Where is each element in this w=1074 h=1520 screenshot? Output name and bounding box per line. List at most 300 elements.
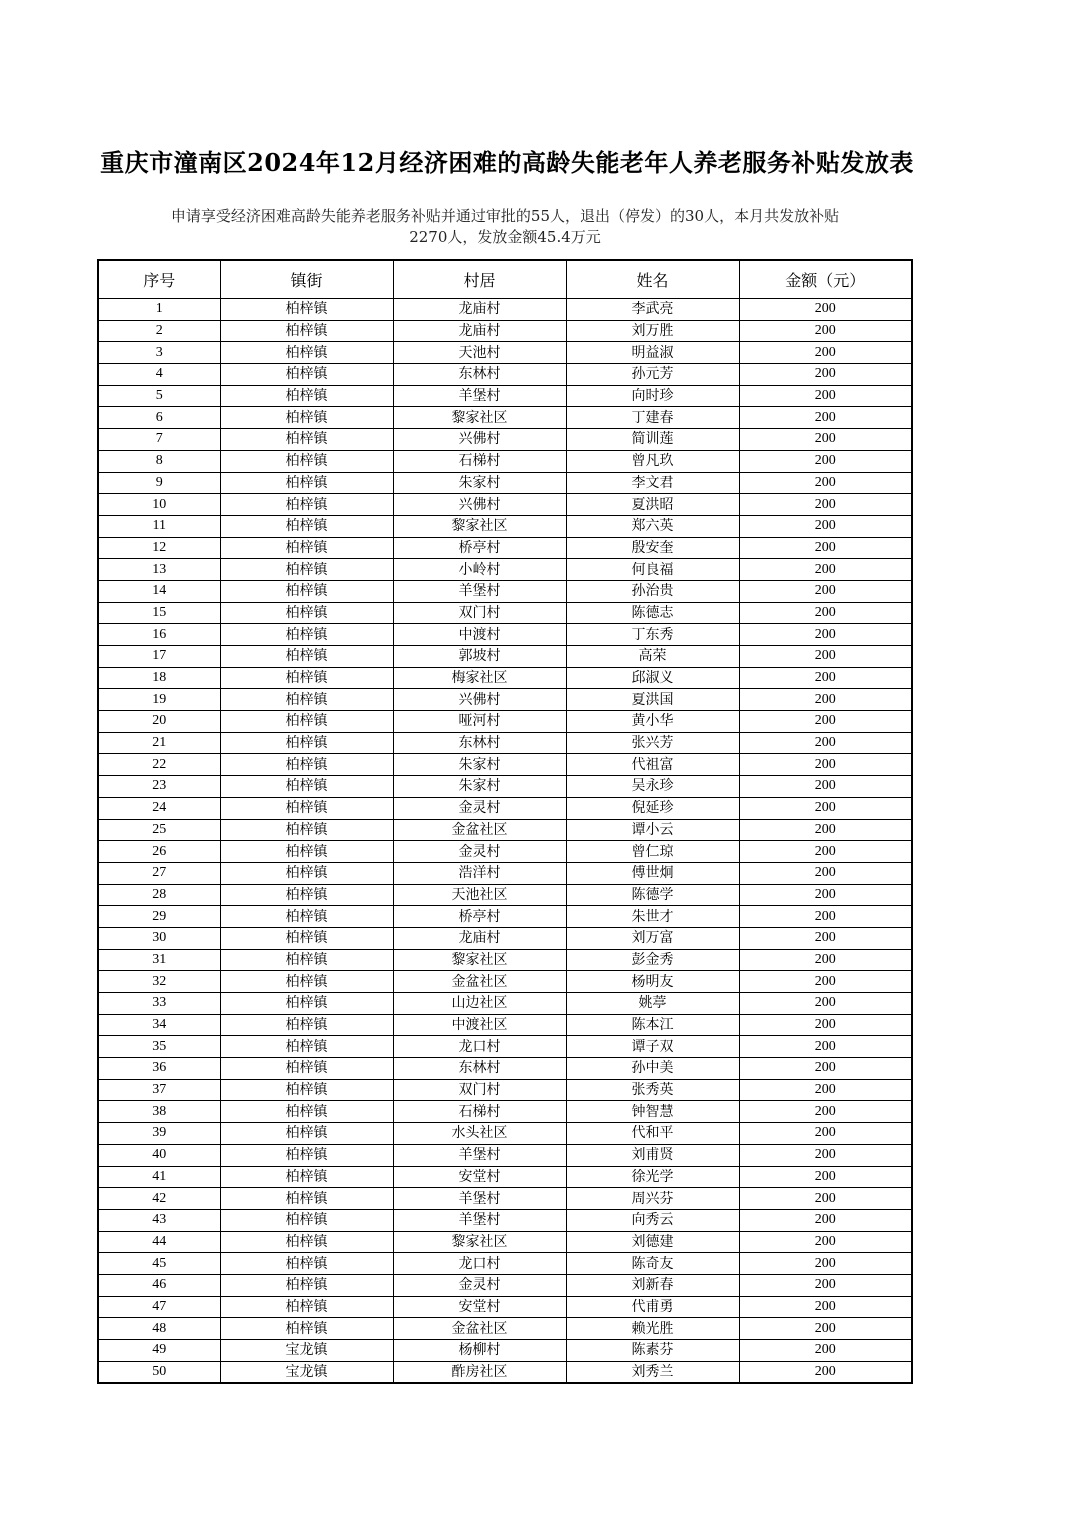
cell-index: 14	[98, 580, 220, 602]
cell-name: 简训莲	[566, 429, 739, 451]
cell-name: 刘万胜	[566, 320, 739, 342]
cell-amount: 200	[739, 1296, 912, 1318]
cell-amount: 200	[739, 1253, 912, 1275]
cell-village: 黎家社区	[393, 515, 566, 537]
cell-village: 山边社区	[393, 993, 566, 1015]
cell-town: 柏梓镇	[220, 1253, 393, 1275]
table-row	[98, 602, 912, 624]
cell-town: 柏梓镇	[220, 320, 393, 342]
table-row	[98, 711, 912, 733]
cell-index: 18	[98, 667, 220, 689]
cell-village: 石梯村	[393, 1101, 566, 1123]
cell-index: 11	[98, 515, 220, 537]
cell-village: 金盆社区	[393, 1318, 566, 1340]
cell-name: 刘秀兰	[566, 1361, 739, 1383]
cell-amount: 200	[739, 429, 912, 451]
cell-name: 谭子双	[566, 1036, 739, 1058]
cell-town: 柏梓镇	[220, 797, 393, 819]
summary-line-1: 申请享受经济困难高龄失能养老服务补贴并通过审批的55人，退出（停发）的30人，本月共发放补贴	[170, 207, 840, 225]
cell-village: 羊堡村	[393, 1209, 566, 1231]
table-row	[98, 993, 912, 1015]
table-row	[98, 494, 912, 516]
header-index: 序号	[98, 260, 220, 299]
table-row	[98, 754, 912, 776]
table-row	[98, 776, 912, 798]
cell-town: 柏梓镇	[220, 450, 393, 472]
table-row	[98, 450, 912, 472]
cell-index: 37	[98, 1079, 220, 1101]
table-row	[98, 342, 912, 364]
cell-name: 代祖富	[566, 754, 739, 776]
table-row	[98, 646, 912, 668]
table-row	[98, 689, 912, 711]
cell-name: 孙治贵	[566, 580, 739, 602]
cell-name: 丁建春	[566, 407, 739, 429]
cell-amount: 200	[739, 385, 912, 407]
cell-town: 柏梓镇	[220, 537, 393, 559]
cell-amount: 200	[739, 472, 912, 494]
cell-village: 哑河村	[393, 711, 566, 733]
cell-amount: 200	[739, 906, 912, 928]
cell-village: 中渡社区	[393, 1014, 566, 1036]
table-row	[98, 1340, 912, 1362]
cell-amount: 200	[739, 559, 912, 581]
cell-village: 羊堡村	[393, 385, 566, 407]
cell-amount: 200	[739, 537, 912, 559]
cell-index: 40	[98, 1144, 220, 1166]
cell-amount: 200	[739, 624, 912, 646]
cell-name: 孙中美	[566, 1058, 739, 1080]
cell-amount: 200	[739, 515, 912, 537]
cell-village: 安堂村	[393, 1296, 566, 1318]
cell-village: 浩洋村	[393, 862, 566, 884]
cell-amount: 200	[739, 602, 912, 624]
table-row	[98, 537, 912, 559]
cell-village: 东林村	[393, 732, 566, 754]
cell-name: 夏洪昭	[566, 494, 739, 516]
cell-amount: 200	[739, 689, 912, 711]
summary-line-2: 2270人，发放金额45.4万元	[409, 228, 601, 246]
table-row	[98, 1058, 912, 1080]
table-header-row	[98, 260, 912, 299]
cell-index: 10	[98, 494, 220, 516]
cell-index: 15	[98, 602, 220, 624]
table-row	[98, 732, 912, 754]
cell-village: 天池社区	[393, 884, 566, 906]
header-town: 镇街	[220, 260, 393, 299]
table-row	[98, 1166, 912, 1188]
table-row	[98, 299, 912, 321]
cell-village: 羊堡村	[393, 1188, 566, 1210]
cell-village: 杨柳村	[393, 1340, 566, 1362]
cell-village: 小岭村	[393, 559, 566, 581]
cell-index: 25	[98, 819, 220, 841]
cell-name: 刘新春	[566, 1274, 739, 1296]
table-row	[98, 884, 912, 906]
table-row	[98, 862, 912, 884]
cell-name: 赖光胜	[566, 1318, 739, 1340]
table-row	[98, 472, 912, 494]
cell-name: 黄小华	[566, 711, 739, 733]
cell-index: 44	[98, 1231, 220, 1253]
cell-village: 朱家村	[393, 754, 566, 776]
cell-village: 双门村	[393, 1079, 566, 1101]
cell-index: 22	[98, 754, 220, 776]
table-row	[98, 559, 912, 581]
cell-town: 柏梓镇	[220, 559, 393, 581]
cell-amount: 200	[739, 754, 912, 776]
cell-name: 明益淑	[566, 342, 739, 364]
cell-village: 双门村	[393, 602, 566, 624]
table-row	[98, 1296, 912, 1318]
table-body	[98, 299, 912, 1384]
cell-village: 东林村	[393, 1058, 566, 1080]
cell-index: 50	[98, 1361, 220, 1383]
cell-name: 陈奇友	[566, 1253, 739, 1275]
cell-name: 曾凡玖	[566, 450, 739, 472]
cell-town: 柏梓镇	[220, 1209, 393, 1231]
cell-town: 柏梓镇	[220, 1123, 393, 1145]
cell-index: 36	[98, 1058, 220, 1080]
cell-amount: 200	[739, 580, 912, 602]
table-row	[98, 1079, 912, 1101]
cell-amount: 200	[739, 494, 912, 516]
cell-name: 丁东秀	[566, 624, 739, 646]
cell-amount: 200	[739, 1166, 912, 1188]
cell-town: 柏梓镇	[220, 299, 393, 321]
cell-town: 柏梓镇	[220, 884, 393, 906]
cell-village: 兴佛村	[393, 429, 566, 451]
cell-village: 中渡村	[393, 624, 566, 646]
cell-name: 殷安奎	[566, 537, 739, 559]
cell-village: 安堂村	[393, 1166, 566, 1188]
cell-amount: 200	[739, 971, 912, 993]
cell-index: 24	[98, 797, 220, 819]
cell-town: 柏梓镇	[220, 472, 393, 494]
cell-name: 高荣	[566, 646, 739, 668]
cell-town: 宝龙镇	[220, 1340, 393, 1362]
cell-amount: 200	[739, 450, 912, 472]
table-row	[98, 1123, 912, 1145]
cell-town: 柏梓镇	[220, 602, 393, 624]
cell-town: 柏梓镇	[220, 754, 393, 776]
cell-village: 朱家村	[393, 472, 566, 494]
cell-amount: 200	[739, 1188, 912, 1210]
cell-amount: 200	[739, 1361, 912, 1383]
cell-town: 柏梓镇	[220, 624, 393, 646]
cell-amount: 200	[739, 299, 912, 321]
cell-town: 柏梓镇	[220, 971, 393, 993]
cell-village: 黎家社区	[393, 407, 566, 429]
cell-village: 桥亭村	[393, 906, 566, 928]
table-row	[98, 320, 912, 342]
cell-village: 天池村	[393, 342, 566, 364]
cell-name: 杨明友	[566, 971, 739, 993]
cell-index: 17	[98, 646, 220, 668]
cell-town: 柏梓镇	[220, 1318, 393, 1340]
cell-name: 代甫勇	[566, 1296, 739, 1318]
cell-town: 柏梓镇	[220, 364, 393, 386]
cell-index: 42	[98, 1188, 220, 1210]
table-row	[98, 1231, 912, 1253]
table-row	[98, 1209, 912, 1231]
cell-amount: 200	[739, 884, 912, 906]
cell-name: 陈德志	[566, 602, 739, 624]
subsidy-table	[97, 259, 913, 1384]
cell-name: 张兴芳	[566, 732, 739, 754]
cell-amount: 200	[739, 1079, 912, 1101]
cell-index: 35	[98, 1036, 220, 1058]
cell-name: 陈素芬	[566, 1340, 739, 1362]
cell-index: 31	[98, 949, 220, 971]
cell-amount: 200	[739, 841, 912, 863]
cell-village: 羊堡村	[393, 580, 566, 602]
cell-amount: 200	[739, 797, 912, 819]
cell-town: 柏梓镇	[220, 711, 393, 733]
table-row	[98, 429, 912, 451]
cell-name: 李文君	[566, 472, 739, 494]
cell-village: 羊堡村	[393, 1144, 566, 1166]
cell-index: 41	[98, 1166, 220, 1188]
cell-name: 向秀云	[566, 1209, 739, 1231]
cell-index: 38	[98, 1101, 220, 1123]
cell-amount: 200	[739, 364, 912, 386]
cell-village: 龙口村	[393, 1036, 566, 1058]
cell-index: 26	[98, 841, 220, 863]
cell-amount: 200	[739, 1274, 912, 1296]
cell-village: 金灵村	[393, 841, 566, 863]
cell-amount: 200	[739, 407, 912, 429]
header-amount: 金额（元）	[739, 260, 912, 299]
cell-village: 梅家社区	[393, 667, 566, 689]
cell-amount: 200	[739, 1058, 912, 1080]
cell-town: 柏梓镇	[220, 1079, 393, 1101]
header-name: 姓名	[566, 260, 739, 299]
cell-index: 2	[98, 320, 220, 342]
cell-index: 27	[98, 862, 220, 884]
cell-name: 夏洪国	[566, 689, 739, 711]
cell-amount: 200	[739, 1144, 912, 1166]
cell-town: 柏梓镇	[220, 494, 393, 516]
cell-village: 龙口村	[393, 1253, 566, 1275]
cell-village: 龙庙村	[393, 927, 566, 949]
table-row	[98, 1188, 912, 1210]
table-row	[98, 841, 912, 863]
cell-name: 向时珍	[566, 385, 739, 407]
table-row	[98, 1014, 912, 1036]
table-row	[98, 1144, 912, 1166]
cell-village: 朱家村	[393, 776, 566, 798]
cell-amount: 200	[739, 646, 912, 668]
table-row	[98, 580, 912, 602]
cell-town: 柏梓镇	[220, 1231, 393, 1253]
cell-index: 28	[98, 884, 220, 906]
cell-town: 柏梓镇	[220, 580, 393, 602]
cell-amount: 200	[739, 320, 912, 342]
cell-name: 曾仁琼	[566, 841, 739, 863]
cell-name: 李武亮	[566, 299, 739, 321]
cell-town: 柏梓镇	[220, 862, 393, 884]
table-row	[98, 1318, 912, 1340]
cell-index: 48	[98, 1318, 220, 1340]
cell-index: 3	[98, 342, 220, 364]
cell-amount: 200	[739, 732, 912, 754]
cell-town: 柏梓镇	[220, 1144, 393, 1166]
cell-town: 柏梓镇	[220, 841, 393, 863]
table-row	[98, 1274, 912, 1296]
cell-town: 柏梓镇	[220, 689, 393, 711]
table-row	[98, 624, 912, 646]
cell-index: 30	[98, 927, 220, 949]
table-row	[98, 1036, 912, 1058]
cell-name: 何良福	[566, 559, 739, 581]
cell-name: 周兴芬	[566, 1188, 739, 1210]
cell-town: 柏梓镇	[220, 407, 393, 429]
cell-name: 谭小云	[566, 819, 739, 841]
cell-index: 45	[98, 1253, 220, 1275]
cell-amount: 200	[739, 993, 912, 1015]
cell-town: 柏梓镇	[220, 776, 393, 798]
table-row	[98, 906, 912, 928]
cell-village: 兴佛村	[393, 494, 566, 516]
cell-town: 柏梓镇	[220, 646, 393, 668]
cell-town: 柏梓镇	[220, 1274, 393, 1296]
cell-village: 龙庙村	[393, 320, 566, 342]
cell-village: 石梯村	[393, 450, 566, 472]
cell-town: 柏梓镇	[220, 819, 393, 841]
cell-index: 34	[98, 1014, 220, 1036]
table-row	[98, 407, 912, 429]
cell-town: 柏梓镇	[220, 385, 393, 407]
cell-index: 6	[98, 407, 220, 429]
table-row	[98, 1101, 912, 1123]
table-row	[98, 515, 912, 537]
table-row	[98, 971, 912, 993]
cell-index: 5	[98, 385, 220, 407]
cell-name: 倪延珍	[566, 797, 739, 819]
cell-index: 4	[98, 364, 220, 386]
cell-village: 郭坡村	[393, 646, 566, 668]
cell-index: 8	[98, 450, 220, 472]
table-row	[98, 667, 912, 689]
cell-town: 柏梓镇	[220, 1036, 393, 1058]
cell-village: 黎家社区	[393, 949, 566, 971]
cell-index: 19	[98, 689, 220, 711]
cell-name: 孙元芳	[566, 364, 739, 386]
cell-index: 13	[98, 559, 220, 581]
cell-name: 朱世才	[566, 906, 739, 928]
cell-town: 柏梓镇	[220, 949, 393, 971]
cell-amount: 200	[739, 862, 912, 884]
table-row	[98, 1361, 912, 1383]
cell-amount: 200	[739, 1209, 912, 1231]
cell-index: 43	[98, 1209, 220, 1231]
cell-amount: 200	[739, 949, 912, 971]
cell-name: 钟智慧	[566, 1101, 739, 1123]
cell-village: 兴佛村	[393, 689, 566, 711]
cell-index: 1	[98, 299, 220, 321]
cell-index: 7	[98, 429, 220, 451]
cell-name: 姚葶	[566, 993, 739, 1015]
cell-town: 柏梓镇	[220, 927, 393, 949]
cell-index: 49	[98, 1340, 220, 1362]
cell-amount: 200	[739, 342, 912, 364]
cell-name: 郑六英	[566, 515, 739, 537]
table-row	[98, 797, 912, 819]
table-row	[98, 1253, 912, 1275]
cell-village: 黎家社区	[393, 1231, 566, 1253]
cell-town: 柏梓镇	[220, 515, 393, 537]
table-row	[98, 364, 912, 386]
table-row	[98, 385, 912, 407]
cell-name: 陈德学	[566, 884, 739, 906]
cell-amount: 200	[739, 667, 912, 689]
cell-village: 金盆社区	[393, 971, 566, 993]
cell-index: 21	[98, 732, 220, 754]
cell-index: 16	[98, 624, 220, 646]
cell-name: 傅世炯	[566, 862, 739, 884]
table-row	[98, 949, 912, 971]
cell-town: 柏梓镇	[220, 1058, 393, 1080]
cell-index: 33	[98, 993, 220, 1015]
cell-amount: 200	[739, 1340, 912, 1362]
cell-amount: 200	[739, 819, 912, 841]
cell-village: 金灵村	[393, 1274, 566, 1296]
cell-index: 23	[98, 776, 220, 798]
cell-name: 代和平	[566, 1123, 739, 1145]
cell-town: 柏梓镇	[220, 667, 393, 689]
cell-town: 柏梓镇	[220, 1014, 393, 1036]
cell-town: 柏梓镇	[220, 993, 393, 1015]
table-row	[98, 927, 912, 949]
cell-town: 柏梓镇	[220, 342, 393, 364]
cell-town: 柏梓镇	[220, 732, 393, 754]
cell-town: 柏梓镇	[220, 906, 393, 928]
cell-amount: 200	[739, 1101, 912, 1123]
page-title: 重庆市潼南区2024年12月经济困难的高龄失能老年人养老服务补贴发放表	[100, 148, 914, 177]
cell-town: 柏梓镇	[220, 1296, 393, 1318]
cell-name: 徐光学	[566, 1166, 739, 1188]
cell-amount: 200	[739, 1123, 912, 1145]
cell-amount: 200	[739, 1231, 912, 1253]
cell-village: 桥亭村	[393, 537, 566, 559]
cell-name: 吴永珍	[566, 776, 739, 798]
cell-amount: 200	[739, 776, 912, 798]
cell-village: 金盆社区	[393, 819, 566, 841]
cell-town: 柏梓镇	[220, 1188, 393, 1210]
cell-index: 12	[98, 537, 220, 559]
cell-amount: 200	[739, 1036, 912, 1058]
cell-index: 47	[98, 1296, 220, 1318]
cell-name: 张秀英	[566, 1079, 739, 1101]
cell-index: 39	[98, 1123, 220, 1145]
cell-amount: 200	[739, 711, 912, 733]
cell-village: 东林村	[393, 364, 566, 386]
summary-text	[100, 206, 910, 248]
cell-name: 陈本江	[566, 1014, 739, 1036]
cell-index: 32	[98, 971, 220, 993]
cell-index: 29	[98, 906, 220, 928]
cell-index: 46	[98, 1274, 220, 1296]
cell-name: 刘德建	[566, 1231, 739, 1253]
cell-index: 9	[98, 472, 220, 494]
cell-village: 酢房社区	[393, 1361, 566, 1383]
table-row	[98, 819, 912, 841]
cell-name: 刘甫贤	[566, 1144, 739, 1166]
cell-name: 刘万富	[566, 927, 739, 949]
cell-village: 水头社区	[393, 1123, 566, 1145]
cell-index: 20	[98, 711, 220, 733]
